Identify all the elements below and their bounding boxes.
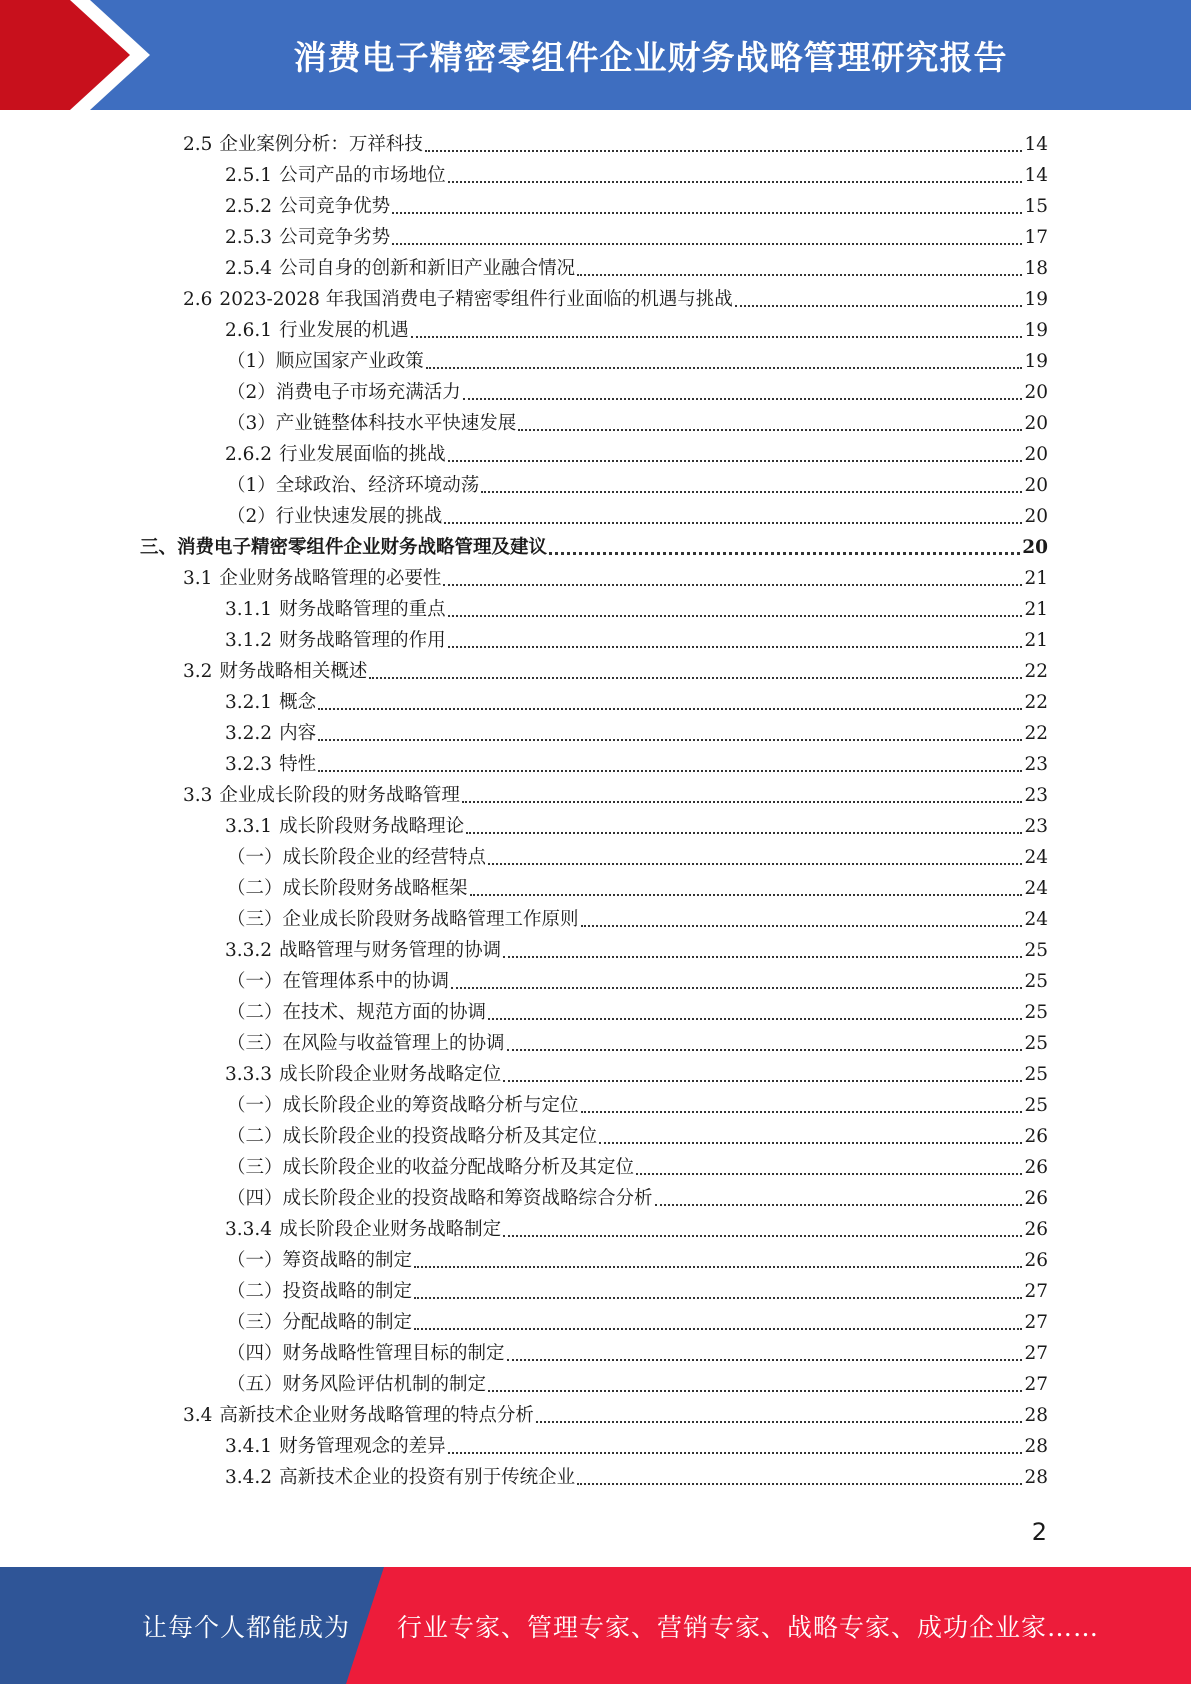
toc-entry-page: 25 bbox=[1024, 1095, 1048, 1116]
toc-entry-page: 23 bbox=[1024, 785, 1048, 806]
toc-entry-title: 成长阶段企业的投资战略和筹资战略综合分析 bbox=[282, 1188, 653, 1209]
toc-entry-number: 3.4.2 bbox=[225, 1467, 273, 1488]
toc-entry-number: 3.3.3 bbox=[225, 1064, 273, 1085]
toc-entry-page: 27 bbox=[1024, 1312, 1048, 1333]
toc-entry-title: 成长阶段企业的筹资战略分析与定位 bbox=[282, 1095, 579, 1116]
toc-entry-number: （五） bbox=[227, 1374, 283, 1395]
toc-entry[interactable] bbox=[227, 405, 1048, 436]
toc-entry-title: 企业成长阶段的财务战略管理 bbox=[219, 785, 460, 806]
toc-entry-page: 24 bbox=[1024, 847, 1048, 868]
toc-entry-number: 3.1.2 bbox=[225, 630, 273, 651]
toc-dot-leader bbox=[318, 738, 1022, 741]
toc-entry-page: 25 bbox=[1024, 971, 1048, 992]
toc-entry-number: （四） bbox=[227, 1188, 283, 1209]
toc-entry-number: （三） bbox=[227, 1312, 283, 1333]
toc-entry-title: 在管理体系中的协调 bbox=[282, 971, 450, 992]
toc-entry-title: 战略管理与财务管理的协调 bbox=[279, 940, 502, 961]
toc-dot-leader bbox=[470, 893, 1023, 896]
toc-dot-leader bbox=[735, 304, 1023, 307]
toc-dot-leader bbox=[414, 1327, 1022, 1330]
toc-dot-leader bbox=[463, 397, 1023, 400]
toc-entry[interactable] bbox=[225, 746, 1048, 777]
toc-entry[interactable] bbox=[227, 1304, 1048, 1335]
toc-entry-number: 3.1.1 bbox=[225, 599, 273, 620]
toc-entry-title: 行业快速发展的挑战 bbox=[275, 506, 443, 527]
toc-entry[interactable] bbox=[227, 1149, 1048, 1180]
toc-entry-title: 财务战略管理的作用 bbox=[279, 630, 446, 651]
toc-entry-number: 3.3.2 bbox=[225, 940, 273, 961]
toc-entry-page: 21 bbox=[1024, 568, 1048, 589]
toc-entry[interactable] bbox=[225, 157, 1048, 188]
toc-entry[interactable] bbox=[225, 312, 1048, 343]
toc-entry-title: 公司自身的创新和新旧产业融合情况 bbox=[279, 258, 576, 279]
toc-entry-page: 21 bbox=[1024, 599, 1048, 620]
toc-entry-page: 20 bbox=[1024, 506, 1048, 527]
toc-entry-page: 17 bbox=[1024, 227, 1048, 248]
toc-entry-page: 15 bbox=[1024, 196, 1048, 217]
page-number: 2 bbox=[1031, 1518, 1047, 1546]
toc-dot-leader bbox=[462, 800, 1023, 803]
toc-entry[interactable] bbox=[227, 498, 1048, 529]
toc-entry-title: 在技术、规范方面的协调 bbox=[282, 1002, 487, 1023]
toc-entry[interactable] bbox=[183, 777, 1048, 808]
footer-slogan-left: 让每个人都能成为 bbox=[142, 1612, 351, 1642]
toc-entry-number: 2.5.1 bbox=[225, 165, 273, 186]
toc-entry-page: 20 bbox=[1024, 444, 1048, 465]
toc-entry-number: 3.3.4 bbox=[225, 1219, 273, 1240]
toc-entry-number: 2.5.2 bbox=[225, 196, 273, 217]
toc-entry[interactable] bbox=[225, 1056, 1048, 1087]
toc-entry-title: 成长阶段企业的经营特点 bbox=[282, 847, 487, 868]
toc-entry-number: 2.5.4 bbox=[225, 258, 273, 279]
toc-dot-leader bbox=[488, 862, 1022, 865]
toc-entry[interactable] bbox=[225, 250, 1048, 281]
toc-entry[interactable] bbox=[225, 188, 1048, 219]
toc-entry-page: 26 bbox=[1024, 1157, 1048, 1178]
toc-entry[interactable] bbox=[225, 436, 1048, 467]
toc-entry[interactable] bbox=[225, 715, 1048, 746]
toc-dot-leader bbox=[369, 676, 1022, 679]
toc-entry[interactable] bbox=[227, 1025, 1048, 1056]
toc-entry-page: 19 bbox=[1024, 351, 1048, 372]
toc-entry-number: （四） bbox=[227, 1343, 283, 1364]
toc-entry-page: 18 bbox=[1024, 258, 1048, 279]
toc-dot-leader bbox=[466, 831, 1022, 834]
toc-entry-page: 19 bbox=[1024, 320, 1048, 341]
toc-entry-number: 2.6.2 bbox=[225, 444, 273, 465]
toc-entry[interactable] bbox=[225, 219, 1048, 250]
toc-entry-number: （二） bbox=[227, 1126, 283, 1147]
toc-entry-page: 23 bbox=[1024, 754, 1048, 775]
toc-entry[interactable] bbox=[227, 1087, 1048, 1118]
toc-entry-page: 25 bbox=[1024, 940, 1048, 961]
toc-entry-title: 高新技术企业财务战略管理的特点分析 bbox=[219, 1405, 534, 1426]
toc-entry-page: 19 bbox=[1024, 289, 1048, 310]
toc-entry-number: （三） bbox=[227, 1033, 283, 1054]
toc-entry-title: 财务战略管理的重点 bbox=[279, 599, 446, 620]
toc-entry-title: 分配战略的制定 bbox=[282, 1312, 413, 1333]
toc-entry[interactable] bbox=[227, 1118, 1048, 1149]
toc-entry[interactable] bbox=[227, 994, 1048, 1025]
toc-entry-page: 25 bbox=[1024, 1033, 1048, 1054]
toc-entry-page: 25 bbox=[1024, 1002, 1048, 1023]
toc-entry-page: 22 bbox=[1024, 692, 1048, 713]
toc-entry-number: 3.4 bbox=[183, 1405, 213, 1426]
toc-dot-leader bbox=[318, 707, 1022, 710]
toc-entry-number: （一） bbox=[227, 847, 283, 868]
toc-entry[interactable] bbox=[227, 467, 1048, 498]
toc-entry[interactable] bbox=[227, 343, 1048, 374]
toc-entry-page: 26 bbox=[1024, 1250, 1048, 1271]
toc-entry-title: 消费电子精密零组件企业财务战略管理及建议 bbox=[177, 537, 548, 558]
toc-dot-leader bbox=[536, 1420, 1023, 1423]
toc-entry-page: 25 bbox=[1024, 1064, 1048, 1085]
toc-entry-title: 财务管理观念的差异 bbox=[279, 1436, 446, 1457]
toc-entry-title: 在风险与收益管理上的协调 bbox=[282, 1033, 505, 1054]
toc-dot-leader bbox=[448, 459, 1023, 462]
toc-entry-number: 2.5 bbox=[183, 134, 213, 155]
toc-entry[interactable] bbox=[183, 126, 1048, 157]
toc-entry-title: 财务战略相关概述 bbox=[219, 661, 368, 682]
toc-entry[interactable] bbox=[227, 1273, 1048, 1304]
toc-entry-title: 公司产品的市场地位 bbox=[279, 165, 446, 186]
toc-entry-number: （三） bbox=[227, 1157, 283, 1178]
toc-entry[interactable] bbox=[227, 1180, 1048, 1211]
header-chevron-decoration bbox=[0, 0, 160, 110]
toc-entry[interactable] bbox=[227, 374, 1048, 405]
toc-entry[interactable] bbox=[227, 870, 1048, 901]
toc-entry[interactable] bbox=[225, 591, 1048, 622]
toc-entry-number: （1） bbox=[227, 475, 276, 496]
toc-entry[interactable] bbox=[225, 1459, 1048, 1490]
toc-entry-title: 财务战略性管理目标的制定 bbox=[282, 1343, 505, 1364]
toc-dot-leader bbox=[448, 1451, 1023, 1454]
toc-entry[interactable] bbox=[227, 1335, 1048, 1366]
toc-entry-page: 14 bbox=[1024, 134, 1048, 155]
toc-entry-number: 2.6 bbox=[183, 289, 213, 310]
toc-entry-title: 高新技术企业的投资有别于传统企业 bbox=[279, 1467, 576, 1488]
toc-dot-leader bbox=[549, 551, 1020, 555]
toc-dot-leader bbox=[414, 1296, 1022, 1299]
toc-dot-leader bbox=[577, 273, 1022, 276]
toc-dot-leader bbox=[448, 180, 1023, 183]
toc-entry-page: 26 bbox=[1024, 1219, 1048, 1240]
toc-dot-leader bbox=[444, 521, 1022, 524]
toc-dot-leader bbox=[507, 1358, 1023, 1361]
toc-dot-leader bbox=[448, 614, 1023, 617]
toc-entry[interactable] bbox=[227, 1242, 1048, 1273]
toc-entry[interactable] bbox=[227, 963, 1048, 994]
toc-entry-title: 顺应国家产业政策 bbox=[275, 351, 424, 372]
toc-entry-number: 3.3.1 bbox=[225, 816, 273, 837]
toc-entry-number: 2.6.1 bbox=[225, 320, 273, 341]
toc-entry-number: （2） bbox=[227, 382, 276, 403]
toc-dot-leader bbox=[451, 986, 1022, 989]
footer-slogan-right: 行业专家、管理专家、营销专家、战略专家、成功企业家…… bbox=[397, 1612, 1100, 1642]
toc-entry-number: 3.3 bbox=[183, 785, 213, 806]
toc-entry-page: 23 bbox=[1024, 816, 1048, 837]
toc-entry-title: 公司竞争优势 bbox=[279, 196, 391, 217]
toc-entry-page: 20 bbox=[1024, 382, 1048, 403]
toc-entry-title: 成长阶段企业财务战略制定 bbox=[279, 1219, 502, 1240]
toc-entry[interactable] bbox=[225, 808, 1048, 839]
toc-entry-number: （一） bbox=[227, 1250, 283, 1271]
toc-entry-page: 26 bbox=[1024, 1188, 1048, 1209]
toc-entry-number: 3.2 bbox=[183, 661, 213, 682]
toc-entry-number: 3.2.1 bbox=[225, 692, 273, 713]
toc-dot-leader bbox=[414, 1265, 1022, 1268]
toc-entry-number: （三） bbox=[227, 909, 283, 930]
toc-entry-number: 三、 bbox=[140, 537, 178, 558]
toc-entry-title: 产业链整体科技水平快速发展 bbox=[275, 413, 517, 434]
toc-entry-title: 投资战略的制定 bbox=[282, 1281, 413, 1302]
toc-entry[interactable] bbox=[227, 1366, 1048, 1397]
toc-entry[interactable] bbox=[225, 1211, 1048, 1242]
toc-entry-number: （二） bbox=[227, 1002, 283, 1023]
page-header bbox=[0, 0, 1191, 110]
toc-dot-leader bbox=[503, 1079, 1022, 1082]
toc-dot-leader bbox=[488, 1389, 1022, 1392]
toc-dot-leader bbox=[392, 211, 1022, 214]
toc-entry-title: 企业财务战略管理的必要性 bbox=[219, 568, 442, 589]
toc-entry-title: 2023-2028 年我国消费电子精密零组件行业面临的机遇与挑战 bbox=[219, 289, 733, 310]
toc-dot-leader bbox=[392, 242, 1022, 245]
toc-entry-title: 行业发展面临的挑战 bbox=[279, 444, 446, 465]
toc-entry-number: （3） bbox=[227, 413, 276, 434]
toc-entry-number: （一） bbox=[227, 971, 283, 992]
toc-entry-number: （二） bbox=[227, 878, 283, 899]
toc-entry[interactable] bbox=[225, 622, 1048, 653]
toc-entry[interactable] bbox=[227, 901, 1048, 932]
toc-entry-page: 20 bbox=[1024, 413, 1048, 434]
toc-entry-page: 28 bbox=[1024, 1405, 1048, 1426]
toc-entry-page: 27 bbox=[1024, 1343, 1048, 1364]
toc-entry[interactable] bbox=[225, 1428, 1048, 1459]
toc-entry-page: 24 bbox=[1024, 909, 1048, 930]
toc-entry[interactable] bbox=[227, 839, 1048, 870]
toc-entry-number: 3.2.3 bbox=[225, 754, 273, 775]
toc-entry-number: （二） bbox=[227, 1281, 283, 1302]
toc-entry-page: 27 bbox=[1024, 1374, 1048, 1395]
toc-dot-leader bbox=[581, 924, 1023, 927]
toc-dot-leader bbox=[481, 490, 1022, 493]
toc-entry-page: 27 bbox=[1024, 1281, 1048, 1302]
toc-entry-number: 3.2.2 bbox=[225, 723, 273, 744]
toc-entry-page: 24 bbox=[1024, 878, 1048, 899]
toc-entry-number: 3.1 bbox=[183, 568, 213, 589]
toc-entry-title: 成长阶段企业的投资战略分析及其定位 bbox=[282, 1126, 598, 1147]
toc-dot-leader bbox=[655, 1203, 1023, 1206]
toc-dot-leader bbox=[411, 335, 1023, 338]
toc-entry[interactable] bbox=[183, 281, 1048, 312]
toc-dot-leader bbox=[503, 1234, 1022, 1237]
toc-entry-title: 成长阶段企业的收益分配战略分析及其定位 bbox=[282, 1157, 635, 1178]
toc-entry-number: （1） bbox=[227, 351, 276, 372]
toc-dot-leader bbox=[636, 1172, 1022, 1175]
toc-entry-number: 2.5.3 bbox=[225, 227, 273, 248]
toc-entry-page: 28 bbox=[1024, 1436, 1048, 1457]
toc-entry[interactable] bbox=[183, 560, 1048, 591]
toc-entry[interactable] bbox=[183, 1397, 1048, 1428]
toc-dot-leader bbox=[426, 366, 1023, 369]
toc-entry[interactable] bbox=[225, 684, 1048, 715]
toc-entry-title: 筹资战略的制定 bbox=[282, 1250, 413, 1271]
toc-dot-leader bbox=[318, 769, 1022, 772]
toc-dot-leader bbox=[518, 428, 1022, 431]
toc-entry-title: 特性 bbox=[279, 754, 317, 775]
toc-dot-leader bbox=[581, 1110, 1023, 1113]
toc-entry-number: （2） bbox=[227, 506, 276, 527]
toc-dot-leader bbox=[448, 645, 1023, 648]
page-footer bbox=[0, 1567, 1191, 1684]
toc-entry-title: 成长阶段企业财务战略定位 bbox=[279, 1064, 502, 1085]
toc-entry-title: 财务风险评估机制的制定 bbox=[282, 1374, 487, 1395]
toc-entry-page: 21 bbox=[1024, 630, 1048, 651]
toc-entry-page: 20 bbox=[1024, 475, 1048, 496]
toc-entry[interactable] bbox=[225, 932, 1048, 963]
toc-entry-page: 28 bbox=[1024, 1467, 1048, 1488]
toc-dot-leader bbox=[488, 1017, 1022, 1020]
toc-entry-title: 公司竞争劣势 bbox=[279, 227, 391, 248]
toc-entry-title: 行业发展的机遇 bbox=[279, 320, 409, 341]
toc-entry-title: 企业案例分析：万祥科技 bbox=[219, 134, 423, 155]
toc-dot-leader bbox=[425, 149, 1023, 152]
report-title: 消费电子精密零组件企业财务战略管理研究报告 bbox=[293, 37, 1008, 77]
toc-entry-page: 22 bbox=[1024, 723, 1048, 744]
toc-entry-page: 20 bbox=[1022, 537, 1048, 558]
toc-entry-title: 全球政治、经济环境动荡 bbox=[275, 475, 480, 496]
toc-entry-number: 3.4.1 bbox=[225, 1436, 273, 1457]
toc-entry-page: 14 bbox=[1024, 165, 1048, 186]
toc-dot-leader bbox=[577, 1482, 1022, 1485]
toc-dot-leader bbox=[503, 955, 1022, 958]
toc-entry-page: 26 bbox=[1024, 1126, 1048, 1147]
toc-entry[interactable] bbox=[140, 529, 1048, 560]
toc-entry-title: 消费电子市场充满活力 bbox=[275, 382, 461, 403]
toc-entry-page: 22 bbox=[1024, 661, 1048, 682]
toc-entry-title: 成长阶段财务战略理论 bbox=[279, 816, 465, 837]
toc-dot-leader bbox=[599, 1141, 1022, 1144]
toc-entry-title: 企业成长阶段财务战略管理工作原则 bbox=[282, 909, 579, 930]
toc-dot-leader bbox=[443, 583, 1022, 586]
toc-entry[interactable] bbox=[183, 653, 1048, 684]
toc-entry-title: 概念 bbox=[279, 692, 317, 713]
toc-dot-leader bbox=[507, 1048, 1023, 1051]
toc-entry-number: （一） bbox=[227, 1095, 283, 1116]
toc-entry-title: 内容 bbox=[279, 723, 317, 744]
toc-entry-title: 成长阶段财务战略框架 bbox=[282, 878, 468, 899]
